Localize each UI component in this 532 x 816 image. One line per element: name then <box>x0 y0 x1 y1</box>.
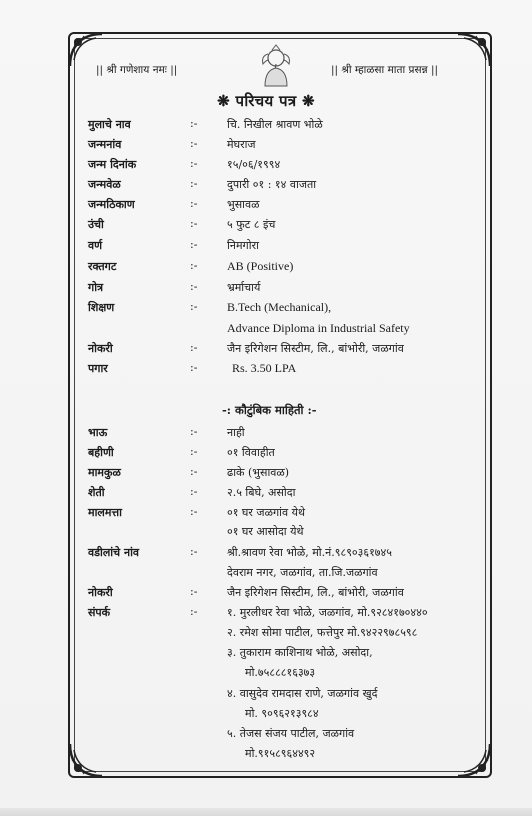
family-separator: :- <box>190 445 198 458</box>
contact-label: संपर्क <box>88 606 111 619</box>
contact-item: मो.७५८८८१६३७३ <box>245 666 316 679</box>
section-heading-family: -: कौटुंबिक माहिती :- <box>222 403 317 417</box>
detail-label: जन्मनांव <box>88 138 122 151</box>
family-row <box>0 505 532 523</box>
detail-label: गोत्र <box>88 281 104 294</box>
detail-row <box>0 300 532 318</box>
detail-separator: :- <box>190 197 198 210</box>
detail-row <box>0 259 532 277</box>
family-separator: :- <box>190 505 198 518</box>
family-separator: :- <box>190 545 198 558</box>
detail-separator: :- <box>190 238 198 251</box>
contact-item: मो.९१५८९६४४९२ <box>245 747 316 760</box>
detail-label: रक्तगट <box>88 260 117 273</box>
detail-separator: :- <box>190 300 198 313</box>
contact-item: ३. तुकाराम काशिनाथ भोळे, असोदा, <box>227 646 373 659</box>
family-separator: :- <box>190 585 198 598</box>
contact-separator: :- <box>190 605 198 618</box>
detail-row <box>0 197 532 215</box>
detail-value: चि. निखील श्रावण भोळे <box>227 118 323 131</box>
detail-separator: :- <box>190 177 198 190</box>
family-label: मामकुळ <box>88 466 121 479</box>
contact-row <box>0 605 532 623</box>
detail-value: दुपारी ०१ : १४ वाजता <box>227 178 317 191</box>
detail-value: १५/०६/१९९४ <box>227 158 281 171</box>
detail-label: शिक्षण <box>88 301 115 314</box>
detail-label: मुलाचे नाव <box>88 118 131 131</box>
family-value: २.५ बिघे, असोदा <box>227 486 296 499</box>
detail-label: उंची <box>88 218 104 231</box>
corner-ornament-icon <box>454 30 494 70</box>
detail-separator: :- <box>190 157 198 170</box>
contact-item: २. रमेश सोमा पाटील, फत्तेपुर मो.९४२२९७८५९८ <box>227 626 418 639</box>
invocation-left: || श्री गणेशाय नमः || <box>96 64 178 76</box>
detail-row <box>0 177 532 195</box>
family-label: वडीलांचे नांव <box>88 546 140 559</box>
detail-value: जैन इरिगेशन सिस्टीम, लि., बांभोरी, जळगांव <box>227 342 404 355</box>
detail-row <box>0 341 532 359</box>
detail-label: पगार <box>88 362 108 375</box>
detail-separator: :- <box>190 117 198 130</box>
family-label: बहीणी <box>88 446 114 459</box>
contact-item: ४. वासुदेव रामदास राणे, जळगांव खुर्द <box>227 687 378 700</box>
detail-separator: :- <box>190 361 198 374</box>
family-label: नोकरी <box>88 586 113 599</box>
family-value: नाही <box>227 426 245 439</box>
detail-row <box>0 157 532 175</box>
family-row <box>0 465 532 483</box>
detail-label: वर्ण <box>88 239 103 252</box>
page-edge <box>0 808 532 816</box>
detail-label: नोकरी <box>88 342 113 355</box>
corner-ornament-icon <box>454 740 494 780</box>
detail-row <box>0 361 532 379</box>
detail-separator: :- <box>190 137 198 150</box>
detail-value: मेघराज <box>227 138 256 151</box>
family-separator: :- <box>190 465 198 478</box>
family-row <box>0 585 532 603</box>
detail-value: Rs. 3.50 LPA <box>232 361 297 375</box>
detail-value-continued: Advance Diploma in Industrial Safety <box>227 321 410 335</box>
contact-item: ५. तेजस संजय पाटील, जळगांव <box>227 727 355 740</box>
detail-value: भुसावळ <box>227 198 260 211</box>
detail-value: ५ फुट ८ इंच <box>227 218 276 231</box>
family-label: मालमत्ता <box>88 506 122 519</box>
detail-label: जन्मठिकाण <box>88 198 135 211</box>
family-value: ढाके (भुसावळ) <box>227 466 290 479</box>
family-value-continued: देवराम नगर, जळगांव, ता.जि.जळगांव <box>227 566 378 579</box>
family-label: भाऊ <box>88 426 108 439</box>
family-label: शेती <box>88 486 105 499</box>
ganesha-icon <box>257 44 295 88</box>
detail-row <box>0 137 532 155</box>
family-row <box>0 545 532 563</box>
detail-value: निमगोरा <box>227 239 259 252</box>
corner-ornament-icon <box>66 740 106 780</box>
detail-row <box>0 117 532 135</box>
detail-label: जन्मवेळ <box>88 178 121 191</box>
family-row <box>0 445 532 463</box>
detail-label: जन्म दिनांक <box>88 158 137 171</box>
family-value-continued: ०१ घर आसोदा येथे <box>227 525 304 538</box>
family-row <box>0 485 532 503</box>
family-row <box>0 425 532 443</box>
detail-separator: :- <box>190 280 198 293</box>
family-value: ०१ घर जळगांव येथे <box>227 506 306 519</box>
family-value: जैन इरिगेशन सिस्टीम, लि., बांभोरी, जळगांव <box>227 586 404 599</box>
page-title: ❋ परिचय पत्र ❋ <box>217 92 315 110</box>
detail-separator: :- <box>190 217 198 230</box>
detail-row <box>0 238 532 256</box>
family-separator: :- <box>190 485 198 498</box>
invocation-right: || श्री म्हाळसा माता प्रसन्न || <box>331 64 439 76</box>
detail-value: AB (Positive) <box>227 259 294 273</box>
family-separator: :- <box>190 425 198 438</box>
detail-value: B.Tech (Mechanical), <box>227 300 332 314</box>
contact-item: १. मुरलीधर रेवा भोळे, जळगांव, मो.९२८४१७०४४० <box>227 606 428 619</box>
family-value: श्री.श्रावण रेवा भोळे, मो.नं.९८९०३६१७४५ <box>227 546 392 559</box>
detail-row <box>0 280 532 298</box>
detail-separator: :- <box>190 341 198 354</box>
detail-row <box>0 217 532 235</box>
contact-item: मो. ९०९६२१३९८४ <box>245 707 319 720</box>
detail-separator: :- <box>190 259 198 272</box>
family-value: ०१ विवाहीत <box>227 446 275 459</box>
detail-value: भ्रर्माचार्य <box>227 281 261 294</box>
